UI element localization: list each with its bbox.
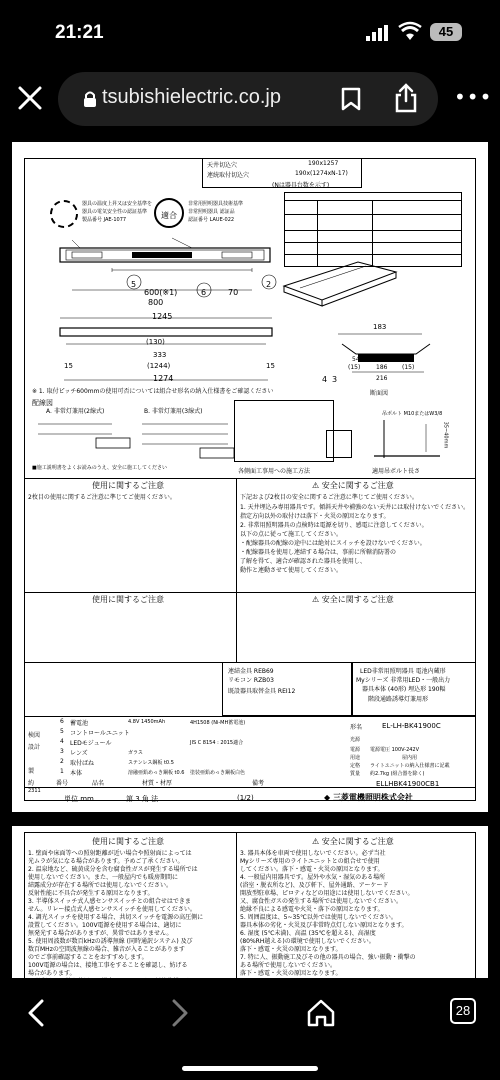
table-line	[284, 230, 462, 231]
spec-key: 質量	[350, 771, 361, 777]
status-time: 21:21	[55, 22, 104, 43]
dimension-label: 70	[228, 288, 239, 297]
url-text: tsubishielectric.co.jp	[102, 86, 281, 108]
caution-text: 1. 天井埋込み専用器具です。傾斜天井や補強のない天井には取付けないでください。	[240, 504, 470, 511]
caution-text: 6. 湿度 (5℃未満)、高温 (35℃を超える)、高湿度	[240, 930, 376, 937]
part-no: 5	[60, 728, 64, 735]
pdf-page-1	[12, 142, 488, 812]
caution-text: 4. 一般屋内用器具です。屋外や水気・湿気のある場所	[240, 874, 386, 881]
caution-text: 開放型駐車場、ピロティなどの用途には使用しないでください。	[240, 890, 414, 897]
tabs-count-button[interactable]	[450, 998, 476, 1024]
callout-number: 5	[131, 280, 137, 289]
section-title: ⚠ 安全に関するご注意	[312, 837, 394, 846]
callout-number: 3	[332, 375, 338, 384]
part-no: 4	[60, 738, 64, 745]
caution-text: 反射性能に不具合が発生する原因となります。	[28, 890, 154, 897]
part-note: 4H1508 (Ni-MH蓄電池)	[190, 720, 246, 726]
product-type: 階段通路誘導灯兼用形	[368, 696, 429, 703]
caution-text: ・配線器具を使用し連結する場合は、事前に所轄消防署の	[240, 549, 397, 556]
caution-text: 下記および2枚目の安全に関するご注意に準じてご使用ください。	[240, 494, 418, 501]
caution-text: (80%RH越える)の環境で使用しないでください。	[240, 938, 375, 945]
dimension-label: 800	[148, 298, 164, 307]
section-title: ⚠ 安全に関するご注意	[312, 595, 394, 604]
caution-text: のでご事前確認することをおすすめします。	[28, 954, 148, 961]
cellular-signal-icon	[366, 25, 390, 41]
part-name: 蓄電池	[70, 720, 89, 727]
home-indicator	[182, 1066, 318, 1071]
share-icon[interactable]	[394, 83, 418, 113]
dimension-label: 1274	[153, 374, 174, 383]
tabs-count: 28	[455, 1003, 471, 1018]
caution-text: 1. 壁面や床面等への照射距離が近い場合や照射面によっては	[28, 850, 192, 857]
part-name: コントロールユニット	[70, 730, 130, 737]
cert-text: 非常照明器具 認証品	[188, 209, 235, 215]
section-title: 使用に関するご注意	[92, 481, 164, 490]
block-label: 約	[28, 780, 35, 787]
wiring-warning: ■施工説明書をよくお読みのうえ、安全に施工してください	[32, 465, 168, 471]
caution-text: 指定方向以外の取付けは落下・火災の原因となります。	[240, 513, 390, 520]
bolt-note: 吊ボルト M10またはW3/8	[382, 411, 443, 417]
column-header: 材質・材厚	[142, 780, 173, 787]
part-material: ステンレス鋼板 t0.5	[128, 760, 174, 766]
divider	[236, 592, 237, 662]
dimension-label: 600(※1)	[144, 288, 178, 297]
caution-label-box	[326, 430, 352, 458]
model-number: EL-LH-BK41900C	[382, 722, 441, 730]
spec-key: 定格	[350, 763, 361, 769]
install-detail-box	[234, 400, 334, 462]
caution-text: 数百MHzの空間波無線の場合、雑音が入ることがあります	[28, 946, 185, 953]
model-label: 形名	[350, 724, 363, 731]
dimension-label: 216	[376, 375, 388, 382]
spec-key: 用途	[350, 755, 361, 761]
caution-text: 以下の点に従って施工してください。	[240, 531, 343, 538]
part-no: 2	[60, 758, 64, 765]
bolt-detail-drawing	[370, 418, 450, 464]
conformity-mark	[154, 198, 184, 228]
wifi-icon	[398, 23, 422, 41]
spec-value: 190x1257	[308, 160, 339, 167]
spec-key: 電源	[350, 747, 361, 753]
part-material: ガラス	[128, 750, 143, 756]
footnote: ※ 1. 取付ピッチ600mmの使用可否については組合せ形名の納入仕様書をご確認ください	[32, 388, 274, 395]
cert-text: 器具の温度上昇又は安全基準を	[82, 201, 153, 207]
accessory-item: リモコン RZB03	[228, 677, 274, 684]
close-icon[interactable]	[14, 82, 46, 114]
part-no: 1	[60, 768, 64, 775]
caption: 適用吊ボルト長さ	[372, 468, 421, 475]
caution-text: ・配線器具の配線の途中には絶対にスイッチを設けないでください。	[240, 540, 426, 547]
block-label: 設計	[28, 744, 41, 751]
caution-text: 2. 非常用照明器具の点検時は電源を切り、感電に注意してください。	[240, 522, 428, 529]
spec-value: 屋内用	[402, 755, 418, 761]
block-label: 製	[28, 768, 35, 775]
block-label: 検図	[28, 732, 41, 739]
accessory-item: 連結金具 REB69	[228, 668, 274, 675]
dimension-label: 15	[266, 362, 275, 370]
part-no: 6	[60, 718, 64, 725]
caution-text: 絶縁不良による感電や火災・落下の原因となります。	[240, 906, 384, 913]
dimension-label: 333	[153, 351, 167, 359]
caution-text: 7. 特に人、振動施工及びその他の器具の場合、強い振動・衝撃の	[240, 954, 416, 961]
divider	[24, 592, 476, 593]
address-bar[interactable]	[58, 72, 438, 126]
accessory-item: 既設器具取替金具 REI12	[228, 688, 296, 695]
caution-text: Myシリーズ専用のライトユニットとの組合せで使用	[240, 858, 380, 865]
spec-label: 天井切込穴	[207, 162, 238, 169]
page-number: (1/2)	[237, 794, 254, 802]
dimension-label: 186	[376, 364, 388, 371]
part-name: LEDモジュール	[70, 740, 112, 747]
section-title: 使用に関するご注意	[92, 837, 164, 846]
part-name: レンズ	[70, 750, 88, 757]
caution-text: 2. 温泉地など、硫黄成分を含む腐食性ガスが発生する場所では	[28, 866, 198, 873]
isometric-fixture-drawing	[280, 260, 400, 330]
dimension-label: 15	[64, 362, 73, 370]
wiring-title: 配線図	[32, 399, 53, 407]
cert-text: 認証番号 LAUE-022	[188, 217, 235, 223]
part-name: 本体	[70, 770, 83, 777]
certification-seal	[50, 200, 78, 228]
caption: 各側面工事用への施工方法	[238, 468, 311, 475]
caution-text: 3. 半導体スイッチ式人感センサスイッチとの組合せはできま	[28, 898, 191, 905]
spec-label: 連続取付切込穴	[207, 172, 250, 179]
part-material: 溶融亜鉛めっき鋼板 t0.6	[128, 770, 185, 776]
callout-number: 4	[322, 375, 328, 384]
product-series: Myシリーズ 非常用LED・一般出力	[356, 677, 451, 684]
company-name	[324, 792, 413, 803]
wiring-diagram	[32, 414, 242, 460]
cert-text: 器具の電気安全性の認証基準	[82, 209, 148, 215]
product-title: LED非常用照明器具 電池内蔵形	[360, 668, 446, 675]
projection-label: 第 3 角 法	[126, 795, 159, 803]
part-no: 3	[60, 748, 64, 755]
spec-value: 電源電圧 100V-242V	[370, 747, 420, 753]
drawing-number: ELLHBK41900CB1	[376, 780, 440, 788]
bookmark-icon[interactable]	[341, 87, 361, 111]
company-logo: ◆	[324, 793, 333, 802]
wiring-label: A. 非常灯兼用(2線式)	[46, 408, 105, 415]
cert-text: 非常用照明器具技術基準	[188, 201, 244, 207]
callout-number: 2	[266, 280, 272, 289]
caution-text: 5. 周囲温度は、5~35℃以外では使用しないでください。	[240, 914, 397, 921]
unit-label: 単位 mm	[64, 795, 94, 803]
conformity-mark-text: 適合	[161, 211, 177, 220]
caution-text: してください。落下・感電・火災の原因となります。	[240, 866, 384, 873]
caution-text: 結露成分が存在する場所では使用しないでください。	[28, 882, 173, 889]
lock-icon	[83, 90, 97, 108]
wiring-label: B. 非常灯兼用(3線式)	[144, 408, 203, 415]
sheet-code: 2311	[28, 788, 41, 794]
caution-text: 場合があります。	[28, 970, 76, 977]
dimension-label: (130)	[146, 338, 165, 346]
more-options-icon[interactable]: •••	[454, 85, 493, 109]
part-material: 4.8V 1450mAh	[128, 719, 166, 725]
dimension-label: (15)	[348, 364, 361, 371]
column-header: 備考	[252, 780, 265, 787]
company-name-text: 三菱電機照明株式会社	[332, 793, 413, 802]
status-bar	[0, 0, 500, 60]
spec-value: 約2.7kg (組合器を除く)	[370, 771, 425, 777]
product-size: 器具本体 (40形) 埋込形 190幅	[362, 686, 446, 693]
caution-text: 無発光する場合がありますが、異常ではありません。	[28, 930, 173, 937]
caution-text: ある場所で使用しないでください。	[240, 962, 337, 969]
caution-text: 設置してください。100V電源を使用する場合は、適切に	[28, 922, 182, 929]
section-title: ⚠ 安全に関するご注意	[312, 481, 394, 490]
dimension-label: 35~40mm	[442, 421, 449, 449]
cert-text: 製品番号 JAE-1077	[82, 217, 127, 223]
dimension-label: 183	[373, 323, 387, 331]
caution-text: (浴室・脱衣所など)、及び軒下、屋外通路、アーケード	[240, 882, 389, 889]
spec-key: 光源	[350, 737, 361, 743]
spec-value: ライトユニットの納入仕様書に記載	[370, 763, 450, 769]
caution-text: 使用しないでください。また、一般屋内でも暖房期間に	[28, 874, 179, 881]
caution-text: 又、腐食性ガスの発生する場所では使用しないでください。	[240, 898, 403, 905]
caution-text: 落下・感電・火災の原因となります。	[240, 970, 342, 977]
table-line	[372, 200, 373, 267]
browser-toolbar	[0, 62, 500, 134]
part-name: 取付ばね	[70, 760, 95, 767]
dimension-label: 1245	[152, 312, 173, 321]
dimension-label: 54	[352, 356, 360, 363]
column-header: 品名	[92, 780, 105, 787]
callout-number: 6	[201, 288, 207, 297]
top-view-drawing	[52, 230, 292, 310]
back-icon[interactable]	[24, 998, 50, 1028]
table-line	[284, 254, 462, 255]
home-icon[interactable]	[306, 998, 336, 1028]
spec-note: (Nは器具台数を示す)	[272, 182, 330, 189]
table-line	[284, 214, 462, 215]
pdf-page-2	[12, 826, 488, 980]
section-title: 使用に関するご注意	[92, 595, 164, 604]
caution-text: 光ムラが気になる場合があります。予めご了承ください。	[28, 858, 184, 865]
caption: 断面図	[370, 390, 389, 397]
caution-text: 3. 器具本体を車両で使用しないでください。必ず当社	[240, 850, 386, 857]
spec-value: 190x(1274xN-17)	[295, 170, 348, 177]
caution-text: 4. 調光スイッチを使用する場合、共切スイッチを電源の高圧側に	[28, 914, 204, 921]
caution-text: 2枚目の使用に関するご注意に準じてご使用ください。	[28, 494, 176, 501]
caution-text: 動作と連動させて使用してください。	[240, 567, 343, 574]
column-header: 番号	[56, 780, 69, 787]
table-line	[284, 242, 462, 243]
table-line	[317, 200, 318, 267]
part-note: 塗装亜鉛めっき鋼板白色	[190, 770, 245, 776]
caution-text: 器具本体の劣化・火災及び非常時点灯しない原因となります。	[240, 922, 408, 929]
caution-text: 100V電源の場合は、接地工事をすることを確認し、妨げる	[28, 962, 188, 969]
caution-text: 5. 使用周波数が数百kHzの誘導無線 (同時通訳システム) 及び	[28, 938, 193, 945]
divider	[236, 478, 237, 592]
part-note: JIS C 8154 : 2015適合	[190, 740, 244, 746]
forward-icon[interactable]	[166, 998, 192, 1028]
battery-indicator: 45	[430, 23, 462, 41]
browser-bottom-toolbar	[0, 978, 500, 1080]
divider	[24, 478, 476, 479]
dimension-label: (15)	[402, 364, 415, 371]
divider	[236, 832, 237, 992]
table-line	[284, 200, 462, 201]
dimension-label: (1244)	[147, 362, 171, 370]
caution-text: せん。リレー接点式人感センサスイッチを使用してください。	[28, 906, 196, 913]
caution-text: 落下・感電・火災の原因となります。	[240, 946, 342, 953]
caution-text: 了解を得て、適合が確認された器具を使用し、	[240, 558, 366, 565]
